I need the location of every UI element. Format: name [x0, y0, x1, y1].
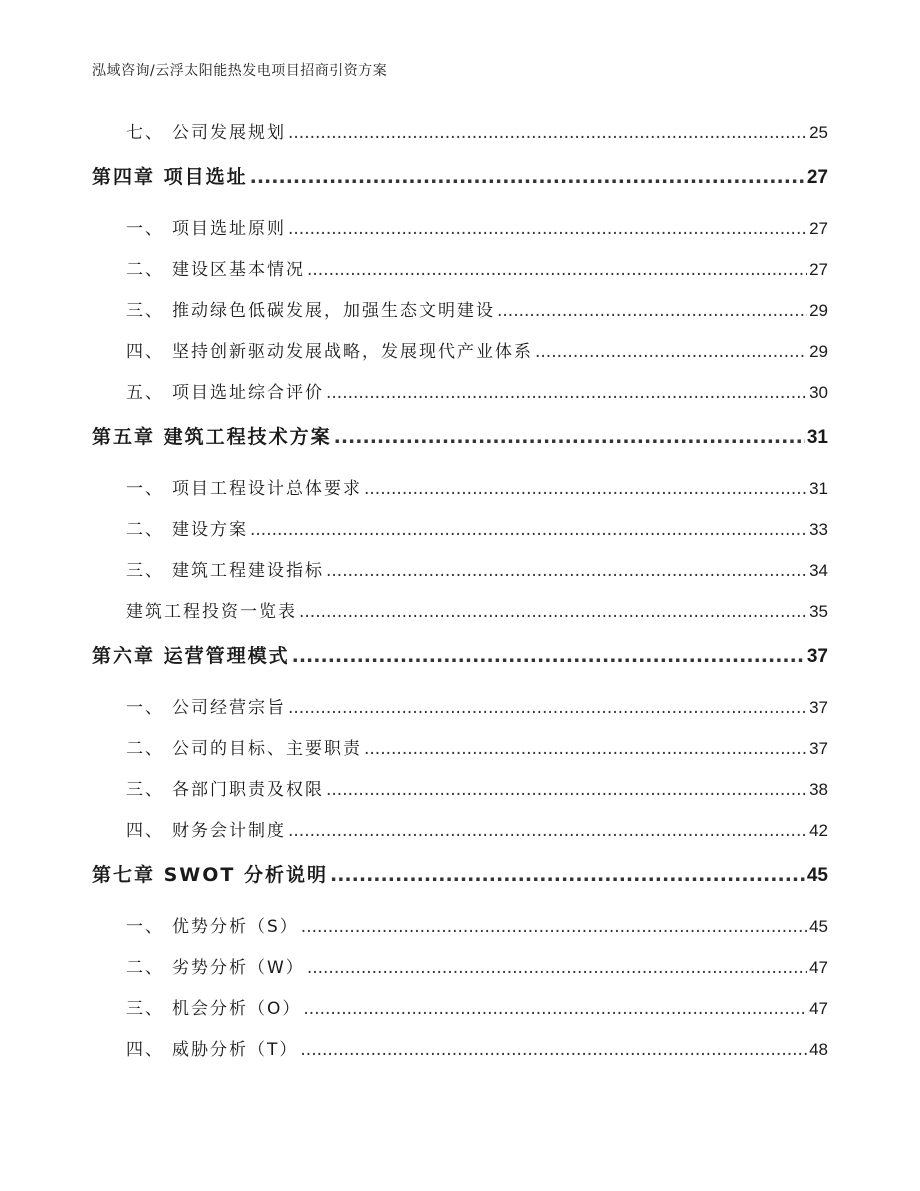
toc-entry-title: 财务会计制度 — [172, 821, 286, 841]
toc-entry-title: 第四章 项目选址 — [92, 166, 248, 188]
toc-entry-title: 公司发展规划 — [172, 123, 286, 143]
toc-dot-leader — [288, 123, 807, 143]
toc-entry-text — [92, 994, 301, 1019]
toc-entry-title: 劣势分析（W） — [172, 958, 305, 978]
toc-entry-text — [92, 255, 305, 280]
toc-page-number: 29 — [809, 342, 828, 361]
toc-entry-text — [92, 296, 495, 321]
toc-section-entry[interactable] — [92, 816, 828, 857]
header-rule — [92, 86, 828, 87]
toc-entry-title: 建筑工程建设指标 — [172, 561, 324, 581]
toc-entry-number: 三、 — [126, 561, 164, 581]
toc-section-entry[interactable] — [92, 994, 828, 1035]
toc-entry-text — [92, 214, 286, 239]
toc-entry-title: 公司的目标、主要职责 — [172, 739, 362, 759]
toc-entry-number: 四、 — [126, 1040, 164, 1060]
toc-section-entry[interactable] — [92, 378, 828, 419]
toc-entry-text — [92, 474, 362, 499]
toc-entry-text — [92, 515, 248, 540]
toc-section-entry[interactable] — [92, 474, 828, 515]
toc-entry-title: 推动绿色低碳发展，加强生态文明建设 — [172, 301, 495, 321]
toc-section-entry[interactable] — [92, 118, 828, 159]
toc-page-number: 37 — [806, 646, 828, 667]
toc-entry-title: 各部门职责及权限 — [172, 780, 324, 800]
toc-entry-text — [92, 597, 297, 622]
toc-dot-leader — [307, 958, 807, 978]
toc-entry-title: 第五章 建筑工程技术方案 — [92, 426, 332, 448]
toc-chapter-entry[interactable] — [92, 641, 828, 693]
toc-dot-leader — [497, 301, 807, 321]
toc-page-number: 37 — [809, 698, 828, 717]
toc-entry-number: 一、 — [126, 698, 164, 718]
toc-entry-number: 三、 — [126, 999, 164, 1019]
toc-entry-text — [92, 641, 290, 668]
toc-dot-leader — [300, 1040, 807, 1060]
toc-entry-text — [92, 734, 362, 759]
toc-section-entry[interactable] — [92, 693, 828, 734]
toc-entry-number: 二、 — [126, 260, 164, 280]
toc-entry-number: 一、 — [126, 219, 164, 239]
toc-page-number: 25 — [809, 123, 828, 142]
toc-dot-leader — [326, 780, 807, 800]
table-of-contents — [92, 118, 828, 1076]
toc-entry-text — [92, 693, 286, 718]
toc-entry-text — [92, 337, 533, 362]
toc-section-entry[interactable] — [92, 734, 828, 775]
toc-dot-leader — [364, 479, 807, 499]
toc-entry-title: 建设区基本情况 — [172, 260, 305, 280]
toc-page-number: 42 — [809, 821, 828, 840]
toc-section-entry[interactable] — [92, 775, 828, 816]
toc-page-number: 29 — [809, 301, 828, 320]
toc-dot-leader — [299, 602, 807, 622]
toc-dot-leader — [250, 166, 805, 188]
toc-entry-text — [92, 556, 324, 581]
toc-dot-leader — [250, 520, 807, 540]
toc-page-number: 45 — [806, 865, 828, 886]
toc-entry-title: 建筑工程投资一览表 — [126, 602, 297, 622]
toc-page-number: 30 — [809, 383, 828, 402]
toc-page-number: 33 — [809, 520, 828, 539]
toc-entry-title: 项目选址综合评价 — [172, 383, 324, 403]
toc-entry-number: 二、 — [126, 958, 164, 978]
toc-entry-text — [92, 378, 324, 403]
toc-page-number: 31 — [809, 479, 828, 498]
toc-page-number: 47 — [809, 999, 828, 1018]
toc-entry-title: 建设方案 — [172, 520, 248, 540]
toc-page-number: 45 — [809, 917, 828, 936]
toc-entry-number: 一、 — [126, 479, 164, 499]
toc-entry-text — [92, 118, 286, 143]
toc-entry-title: 第七章 SWOT 分析说明 — [92, 864, 328, 886]
toc-dot-leader — [301, 917, 807, 937]
toc-section-entry[interactable] — [92, 912, 828, 953]
toc-page-number: 48 — [809, 1040, 828, 1059]
toc-entry-number: 三、 — [126, 301, 164, 321]
toc-chapter-entry[interactable] — [92, 860, 828, 912]
running-header: 泓域咨询/云浮太阳能热发电项目招商引资方案 — [92, 63, 388, 79]
toc-entry-number: 二、 — [126, 739, 164, 759]
toc-chapter-entry[interactable] — [92, 162, 828, 214]
toc-entry-text — [92, 860, 328, 887]
toc-entry-title: 第六章 运营管理模式 — [92, 645, 290, 667]
toc-entry-text — [92, 422, 332, 449]
toc-entry-title: 威胁分析（T） — [172, 1040, 299, 1060]
toc-page-number: 27 — [809, 260, 828, 279]
toc-entry-number: 七、 — [126, 123, 164, 143]
toc-dot-leader — [326, 561, 807, 581]
toc-page-number: 27 — [806, 167, 828, 188]
toc-entry-title: 项目工程设计总体要求 — [172, 479, 362, 499]
toc-section-entry[interactable] — [92, 296, 828, 337]
toc-page-number: 34 — [809, 561, 828, 580]
toc-chapter-entry[interactable] — [92, 422, 828, 474]
toc-page-number: 35 — [809, 602, 828, 621]
toc-section-entry[interactable] — [92, 953, 828, 994]
toc-dot-leader — [334, 426, 805, 448]
toc-entry-text — [92, 775, 324, 800]
toc-entry-title: 公司经营宗旨 — [172, 698, 286, 718]
toc-dot-leader — [364, 739, 807, 759]
toc-section-entry[interactable] — [92, 597, 828, 638]
toc-dot-leader — [330, 864, 805, 886]
toc-dot-leader — [288, 219, 807, 239]
toc-entry-title: 坚持创新驱动发展战略，发展现代产业体系 — [172, 342, 533, 362]
toc-section-entry[interactable] — [92, 337, 828, 378]
toc-dot-leader — [288, 821, 807, 841]
toc-dot-leader — [303, 999, 807, 1019]
toc-entry-number: 五、 — [126, 383, 164, 403]
toc-entry-number: 四、 — [126, 342, 164, 362]
toc-section-entry[interactable] — [92, 214, 828, 255]
toc-entry-title: 项目选址原则 — [172, 219, 286, 239]
toc-dot-leader — [288, 698, 807, 718]
toc-entry-title: 优势分析（S） — [172, 917, 299, 937]
toc-page-number: 37 — [809, 739, 828, 758]
toc-section-entry[interactable] — [92, 556, 828, 597]
toc-dot-leader — [326, 383, 807, 403]
toc-section-entry[interactable] — [92, 1035, 828, 1076]
toc-entry-text — [92, 162, 248, 189]
toc-entry-text — [92, 816, 286, 841]
toc-page-number: 31 — [806, 427, 828, 448]
toc-dot-leader — [292, 645, 805, 667]
toc-page-number: 47 — [809, 958, 828, 977]
toc-entry-number: 三、 — [126, 780, 164, 800]
toc-page-number: 27 — [809, 219, 828, 238]
toc-section-entry[interactable] — [92, 515, 828, 556]
toc-entry-number: 四、 — [126, 821, 164, 841]
toc-dot-leader — [307, 260, 807, 280]
toc-entry-text — [92, 912, 299, 937]
toc-entry-text — [92, 1035, 298, 1060]
toc-entry-text — [92, 953, 305, 978]
toc-entry-number: 二、 — [126, 520, 164, 540]
toc-entry-title: 机会分析（O） — [172, 999, 302, 1019]
toc-page-number: 38 — [809, 780, 828, 799]
toc-dot-leader — [535, 342, 807, 362]
toc-entry-number: 一、 — [126, 917, 164, 937]
toc-section-entry[interactable] — [92, 255, 828, 296]
